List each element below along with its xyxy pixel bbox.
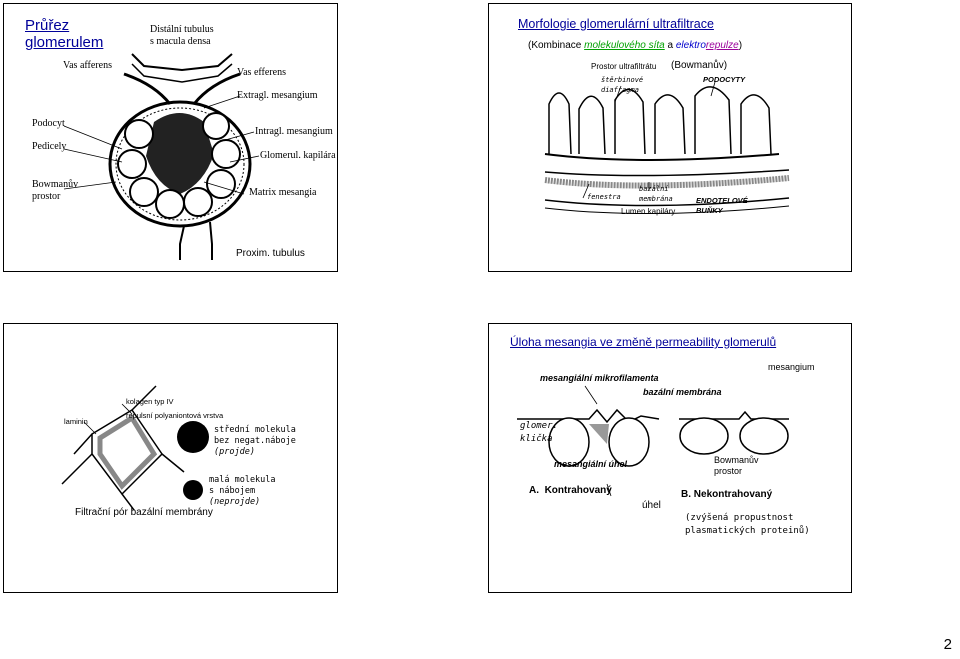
slide-ultrafiltration-morphology [488, 3, 852, 272]
label-a-kontrahovany: A. Kontrahovaný [529, 485, 612, 496]
label-matrix-mesangia: Matrix mesangia [249, 187, 317, 198]
label-zvysena-propustnost: (zvýšená propustnost plasmatických proteinů) [685, 513, 810, 536]
slide2-title: Morfologie glomerulární ultrafiltrace [518, 17, 714, 31]
filtration-pore-diagram [4, 324, 339, 594]
label-bazalni-membrana-4: bazální membrána [643, 387, 722, 397]
label-vas-efferens: Vas efferens [237, 67, 286, 78]
label-mesangium: mesangium [768, 362, 815, 372]
label-extragl-mesangium: Extragl. mesangium [237, 90, 318, 101]
subtitle-repulze: repulze [705, 40, 739, 51]
label-filtracni-por: Filtrační pór bazální membrány [75, 507, 213, 518]
subtitle-molekulove-sito: molekulového síta [584, 40, 665, 51]
label-glomerul-kapilara: Glomerul. kapilára [260, 150, 336, 161]
slide-filtration-pore [3, 323, 338, 593]
slide2-subtitle: (Kombinace molekulového síta a elektrorepulze) [528, 40, 743, 51]
label-b-nekontrahovany: B. Nekontrahovaný [681, 489, 773, 500]
label-endotelove-bunky: ENDOTELOVÉ BUŇKY [696, 196, 748, 215]
label-repulsni-vrstva: repulsní polyaniontová vrstva [126, 411, 224, 420]
label-pedicely: Pedicely [32, 141, 67, 152]
label-laminin: laminin [64, 417, 88, 426]
label-glomer-klicka: glomer. klička [520, 421, 558, 444]
label-kolagen: kolagen typ IV [126, 397, 174, 406]
label-bowman-prostor: Bowmanův prostor [32, 179, 79, 202]
label-uhel: úhel [642, 500, 661, 511]
subtitle-elektro: elektro [675, 40, 706, 51]
label-intragl-mesangium: Intragl. mesangium [255, 126, 333, 137]
label-podocyt: Podocyt [32, 118, 65, 129]
label-vas-afferens: Vas afferens [63, 60, 112, 71]
label-proxim-tubulus: Proxim. tubulus [236, 248, 305, 259]
label-mala-molekula: malá molekula s nábojem (neprojde) [209, 475, 276, 507]
slide-mesangium-role [488, 323, 852, 593]
label-bowman-prostor-4: Bowmanův prostor [714, 455, 759, 476]
label-podocyty: PODOCYTY [703, 75, 746, 84]
label-stredni-molekula: střední molekula bez negat.náboje (projde) [214, 425, 296, 457]
slide4-title: Úloha mesangia ve změně permeability glomerulů [510, 335, 777, 349]
label-mikrofilamenta: mesangiální mikrofilamenta [540, 373, 659, 383]
slide1-title: Průřez glomerulem [25, 17, 104, 51]
label-distal-tubulus: Distální tubulus s macula densa [150, 24, 214, 47]
page-number: 2 [943, 636, 952, 653]
label-fenestra: fenestra [587, 193, 621, 201]
label-bowmanuv: (Bowmanův) [671, 60, 728, 71]
label-bazalni-membrana: bazální membrána [639, 185, 673, 203]
label-mesangialni-uhel: mesangiální úhel [554, 459, 628, 469]
label-lumen-kapilary: Lumen kapiláry [621, 207, 676, 216]
label-prostor-ultrafiltratu: Prostor ultrafiltrátu [591, 62, 657, 71]
label-sterbinove-diafragma: štěrbinové diafragma [601, 76, 644, 94]
slide-glomerulus-cross-section [3, 3, 338, 272]
